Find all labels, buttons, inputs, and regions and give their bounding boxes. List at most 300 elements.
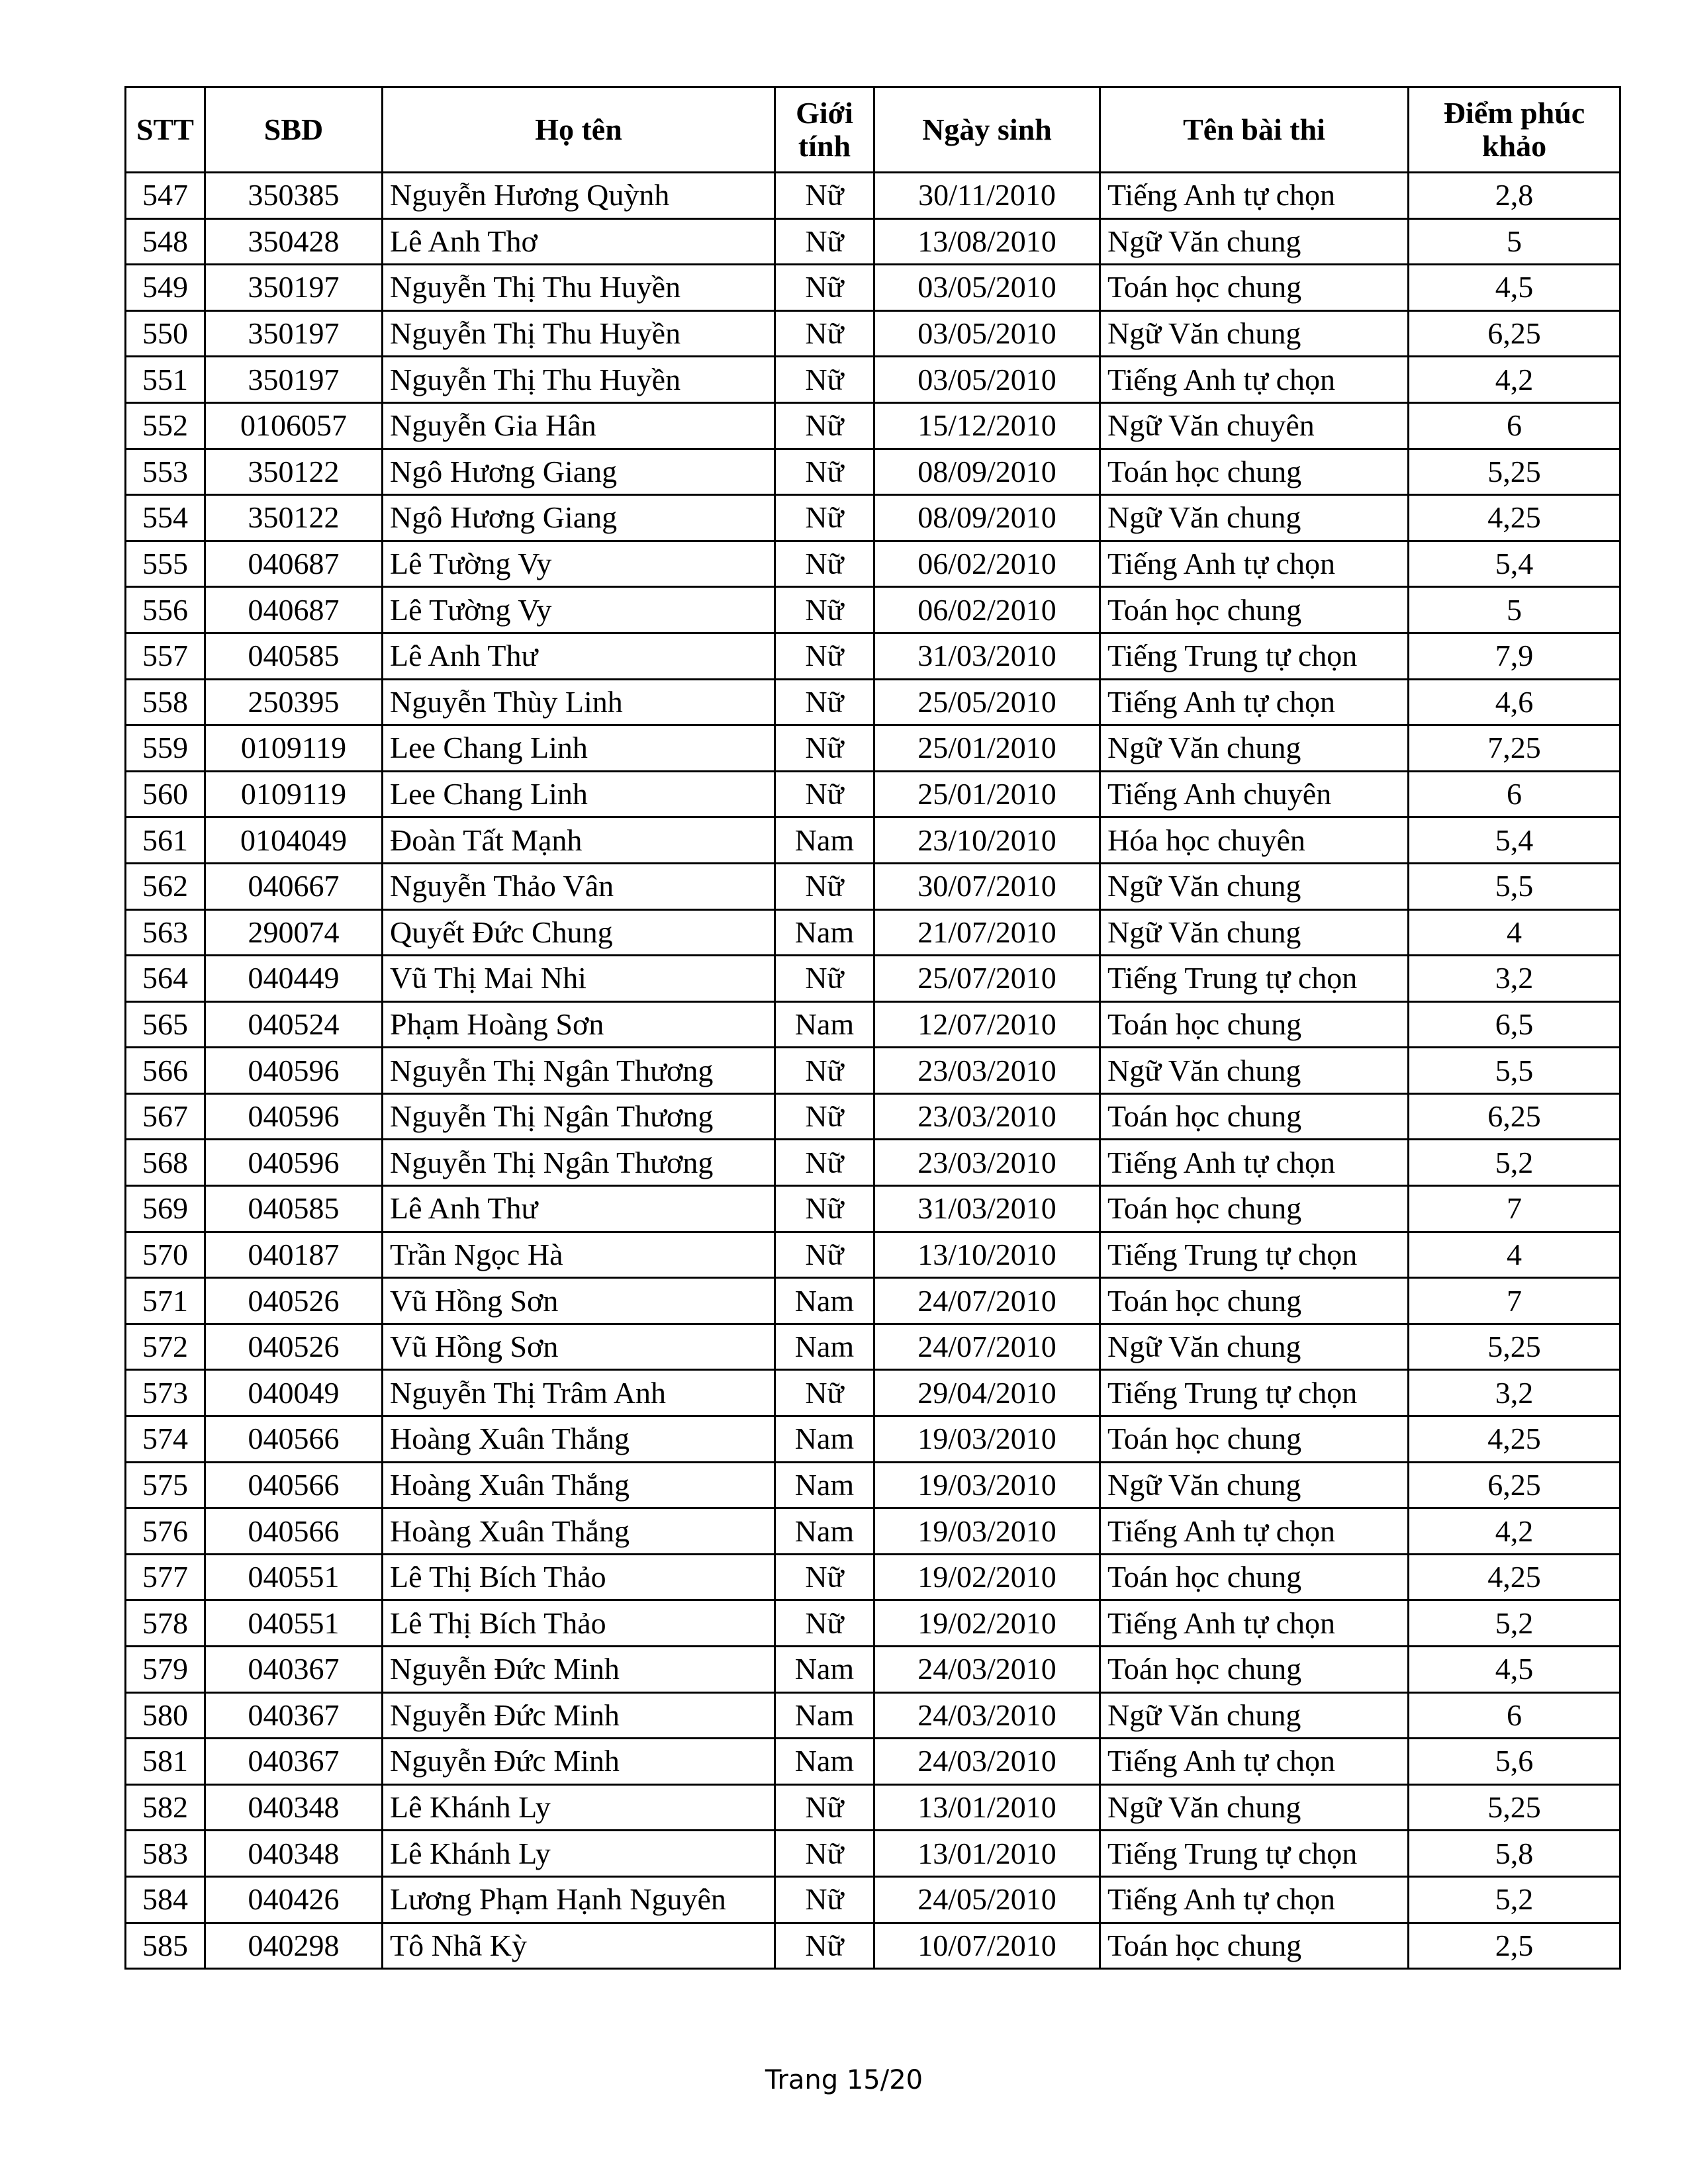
cell-ho-ten: Ngô Hương Giang [383,449,775,495]
cell-sbd: 350122 [205,495,383,541]
cell-stt: 569 [126,1186,205,1232]
cell-stt: 570 [126,1232,205,1278]
cell-ten-bai-thi: Tiếng Anh tự chọn [1100,679,1409,725]
cell-sbd: 350197 [205,265,383,311]
cell-gioi-tinh: Nữ [775,1876,874,1923]
cell-stt: 583 [126,1831,205,1877]
cell-gioi-tinh: Nữ [775,310,874,357]
cell-ngay-sinh: 24/03/2010 [874,1739,1100,1785]
table-row [126,863,1620,909]
cell-sbd: 040667 [205,863,383,909]
cell-sbd: 040585 [205,1186,383,1232]
table-row [126,587,1620,633]
cell-ho-ten: Phạm Hoàng Sơn [383,1001,775,1048]
cell-gioi-tinh: Nữ [775,1140,874,1186]
cell-diem: 2,5 [1409,1923,1620,1969]
cell-gioi-tinh: Nữ [775,541,874,587]
cell-diem: 3,2 [1409,956,1620,1002]
table-row [126,1692,1620,1739]
cell-ho-ten: Lê Tường Vy [383,541,775,587]
cell-stt: 582 [126,1784,205,1831]
cell-gioi-tinh: Nữ [775,679,874,725]
cell-ho-ten: Nguyễn Thị Ngân Thương [383,1048,775,1094]
cell-stt: 566 [126,1048,205,1094]
cell-ho-ten: Lê Thị Bích Thảo [383,1600,775,1647]
cell-gioi-tinh: Nữ [775,402,874,449]
cell-stt: 553 [126,449,205,495]
table-row [126,1923,1620,1969]
cell-gioi-tinh: Nam [775,1647,874,1693]
cell-stt: 574 [126,1416,205,1463]
cell-stt: 579 [126,1647,205,1693]
cell-gioi-tinh: Nữ [775,1831,874,1877]
cell-gioi-tinh: Nam [775,1462,874,1508]
cell-sbd: 040566 [205,1462,383,1508]
cell-sbd: 040596 [205,1093,383,1140]
cell-sbd: 040367 [205,1647,383,1693]
cell-ngay-sinh: 08/09/2010 [874,495,1100,541]
cell-gioi-tinh: Nữ [775,1923,874,1969]
cell-ho-ten: Nguyễn Thị Ngân Thương [383,1093,775,1140]
cell-ngay-sinh: 13/01/2010 [874,1831,1100,1877]
cell-diem: 4,25 [1409,1416,1620,1463]
cell-sbd: 0106057 [205,402,383,449]
cell-ten-bai-thi: Toán học chung [1100,1923,1409,1969]
cell-ngay-sinh: 19/02/2010 [874,1554,1100,1600]
cell-ho-ten: Nguyễn Thùy Linh [383,679,775,725]
cell-ngay-sinh: 15/12/2010 [874,402,1100,449]
cell-ten-bai-thi: Toán học chung [1100,587,1409,633]
cell-gioi-tinh: Nam [775,1739,874,1785]
cell-sbd: 040524 [205,1001,383,1048]
cell-ten-bai-thi: Toán học chung [1100,1554,1409,1600]
cell-sbd: 040049 [205,1370,383,1416]
cell-ngay-sinh: 03/05/2010 [874,357,1100,403]
table-row [126,449,1620,495]
cell-sbd: 040596 [205,1048,383,1094]
cell-stt: 559 [126,725,205,772]
cell-ngay-sinh: 31/03/2010 [874,1186,1100,1232]
cell-ho-ten: Lê Anh Thơ [383,218,775,265]
table-row [126,1232,1620,1278]
cell-gioi-tinh: Nữ [775,265,874,311]
cell-gioi-tinh: Nữ [775,1232,874,1278]
cell-ngay-sinh: 03/05/2010 [874,265,1100,311]
cell-sbd: 040526 [205,1278,383,1324]
cell-ten-bai-thi: Ngữ Văn chung [1100,310,1409,357]
cell-sbd: 040367 [205,1692,383,1739]
table-row [126,1001,1620,1048]
cell-ten-bai-thi: Toán học chung [1100,1278,1409,1324]
cell-ngay-sinh: 25/01/2010 [874,725,1100,772]
cell-diem: 6 [1409,1692,1620,1739]
cell-ho-ten: Hoàng Xuân Thắng [383,1462,775,1508]
cell-diem: 4,6 [1409,679,1620,725]
cell-sbd: 040687 [205,587,383,633]
cell-stt: 562 [126,863,205,909]
cell-ho-ten: Hoàng Xuân Thắng [383,1508,775,1555]
cell-gioi-tinh: Nữ [775,1784,874,1831]
cell-ten-bai-thi: Tiếng Anh tự chọn [1100,541,1409,587]
cell-gioi-tinh: Nữ [775,956,874,1002]
cell-ho-ten: Nguyễn Thị Trâm Anh [383,1370,775,1416]
cell-diem: 5,5 [1409,1048,1620,1094]
cell-diem: 5,6 [1409,1739,1620,1785]
cell-ten-bai-thi: Toán học chung [1100,265,1409,311]
cell-stt: 564 [126,956,205,1002]
cell-ten-bai-thi: Tiếng Anh tự chọn [1100,357,1409,403]
cell-diem: 4,5 [1409,1647,1620,1693]
cell-sbd: 040551 [205,1554,383,1600]
cell-gioi-tinh: Nam [775,1001,874,1048]
cell-stt: 581 [126,1739,205,1785]
cell-diem: 5,25 [1409,1324,1620,1370]
cell-gioi-tinh: Nam [775,1324,874,1370]
cell-sbd: 040566 [205,1508,383,1555]
cell-diem: 7,9 [1409,633,1620,679]
cell-ten-bai-thi: Tiếng Trung tự chọn [1100,1232,1409,1278]
cell-gioi-tinh: Nam [775,1278,874,1324]
cell-diem: 7 [1409,1186,1620,1232]
cell-stt: 585 [126,1923,205,1969]
cell-sbd: 040551 [205,1600,383,1647]
cell-ho-ten: Ngô Hương Giang [383,495,775,541]
cell-sbd: 040566 [205,1416,383,1463]
table-row [126,1324,1620,1370]
cell-stt: 563 [126,909,205,956]
header-sbd: SBD [205,87,383,173]
cell-diem: 5,8 [1409,1831,1620,1877]
cell-ten-bai-thi: Hóa học chuyên [1100,817,1409,864]
table-header-row [126,87,1620,173]
cell-ngay-sinh: 10/07/2010 [874,1923,1100,1969]
cell-gioi-tinh: Nam [775,909,874,956]
cell-sbd: 040298 [205,1923,383,1969]
cell-ho-ten: Lương Phạm Hạnh Nguyên [383,1876,775,1923]
cell-ho-ten: Nguyễn Đức Minh [383,1692,775,1739]
cell-gioi-tinh: Nữ [775,1370,874,1416]
cell-diem: 7,25 [1409,725,1620,772]
cell-ten-bai-thi: Tiếng Anh tự chọn [1100,1739,1409,1785]
cell-gioi-tinh: Nữ [775,633,874,679]
cell-stt: 584 [126,1876,205,1923]
cell-ngay-sinh: 25/01/2010 [874,771,1100,817]
cell-stt: 567 [126,1093,205,1140]
cell-sbd: 040187 [205,1232,383,1278]
cell-ho-ten: Lee Chang Linh [383,725,775,772]
cell-ho-ten: Quyết Đức Chung [383,909,775,956]
cell-ten-bai-thi: Ngữ Văn chung [1100,1324,1409,1370]
cell-sbd: 040348 [205,1831,383,1877]
cell-gioi-tinh: Nữ [775,449,874,495]
header-ngay-sinh: Ngày sinh [874,87,1100,173]
cell-gioi-tinh: Nam [775,1416,874,1463]
cell-ten-bai-thi: Ngữ Văn chung [1100,218,1409,265]
cell-ngay-sinh: 21/07/2010 [874,909,1100,956]
cell-sbd: 040426 [205,1876,383,1923]
cell-ngay-sinh: 13/08/2010 [874,218,1100,265]
table-row [126,1462,1620,1508]
page-number: Trang 15/20 [765,2065,923,2095]
cell-sbd: 040526 [205,1324,383,1370]
cell-ten-bai-thi: Tiếng Trung tự chọn [1100,633,1409,679]
cell-sbd: 350385 [205,173,383,219]
table-row [126,1140,1620,1186]
cell-ten-bai-thi: Ngữ Văn chung [1100,1048,1409,1094]
cell-diem: 6 [1409,771,1620,817]
cell-ten-bai-thi: Tiếng Anh tự chọn [1100,1876,1409,1923]
cell-sbd: 350122 [205,449,383,495]
cell-diem: 5 [1409,218,1620,265]
cell-ten-bai-thi: Toán học chung [1100,1647,1409,1693]
cell-diem: 5,4 [1409,541,1620,587]
cell-stt: 578 [126,1600,205,1647]
table-row [126,541,1620,587]
cell-sbd: 350428 [205,218,383,265]
cell-ten-bai-thi: Ngữ Văn chung [1100,1784,1409,1831]
cell-stt: 575 [126,1462,205,1508]
cell-ten-bai-thi: Toán học chung [1100,1093,1409,1140]
cell-ngay-sinh: 06/02/2010 [874,587,1100,633]
cell-sbd: 040687 [205,541,383,587]
cell-ten-bai-thi: Tiếng Trung tự chọn [1100,956,1409,1002]
cell-gioi-tinh: Nữ [775,1186,874,1232]
cell-gioi-tinh: Nữ [775,1093,874,1140]
cell-ngay-sinh: 23/03/2010 [874,1093,1100,1140]
cell-stt: 550 [126,310,205,357]
cell-gioi-tinh: Nữ [775,725,874,772]
table-row [126,817,1620,864]
cell-ho-ten: Nguyễn Thị Thu Huyền [383,310,775,357]
cell-ngay-sinh: 13/10/2010 [874,1232,1100,1278]
cell-ten-bai-thi: Ngữ Văn chung [1100,1462,1409,1508]
cell-sbd: 0109119 [205,725,383,772]
cell-ten-bai-thi: Tiếng Anh tự chọn [1100,1140,1409,1186]
cell-diem: 5,2 [1409,1140,1620,1186]
cell-ngay-sinh: 24/07/2010 [874,1278,1100,1324]
cell-ten-bai-thi: Tiếng Anh tự chọn [1100,1508,1409,1555]
cell-sbd: 250395 [205,679,383,725]
cell-sbd: 350197 [205,357,383,403]
cell-ten-bai-thi: Ngữ Văn chung [1100,495,1409,541]
cell-stt: 565 [126,1001,205,1048]
cell-ngay-sinh: 19/02/2010 [874,1600,1100,1647]
cell-ho-ten: Tô Nhã Kỳ [383,1923,775,1969]
cell-ten-bai-thi: Ngữ Văn chung [1100,1692,1409,1739]
cell-ngay-sinh: 24/07/2010 [874,1324,1100,1370]
cell-ten-bai-thi: Tiếng Anh tự chọn [1100,173,1409,219]
table-row [126,1416,1620,1463]
cell-diem: 5,2 [1409,1600,1620,1647]
cell-ho-ten: Vũ Hồng Sơn [383,1324,775,1370]
cell-ten-bai-thi: Toán học chung [1100,1001,1409,1048]
cell-ho-ten: Lê Anh Thư [383,1186,775,1232]
cell-ho-ten: Lê Khánh Ly [383,1831,775,1877]
cell-gioi-tinh: Nữ [775,1600,874,1647]
cell-diem: 4,25 [1409,1554,1620,1600]
cell-ho-ten: Nguyễn Thị Thu Huyền [383,357,775,403]
cell-ho-ten: Hoàng Xuân Thắng [383,1416,775,1463]
cell-ngay-sinh: 25/05/2010 [874,679,1100,725]
cell-stt: 558 [126,679,205,725]
cell-diem: 5,25 [1409,1784,1620,1831]
table-row [126,1831,1620,1877]
cell-stt: 551 [126,357,205,403]
table-row [126,956,1620,1002]
header-gioi-tinh: Giới tính [775,87,874,173]
header-ten-bai-thi: Tên bài thi [1100,87,1409,173]
cell-gioi-tinh: Nam [775,1692,874,1739]
cell-gioi-tinh: Nữ [775,173,874,219]
cell-diem: 5,5 [1409,863,1620,909]
cell-stt: 549 [126,265,205,311]
cell-gioi-tinh: Nữ [775,218,874,265]
cell-ten-bai-thi: Ngữ Văn chung [1100,909,1409,956]
cell-diem: 3,2 [1409,1370,1620,1416]
cell-ten-bai-thi: Toán học chung [1100,1416,1409,1463]
cell-ho-ten: Nguyễn Thị Thu Huyền [383,265,775,311]
cell-diem: 4,5 [1409,265,1620,311]
table-row [126,1647,1620,1693]
cell-sbd: 040596 [205,1140,383,1186]
cell-ngay-sinh: 19/03/2010 [874,1462,1100,1508]
cell-ten-bai-thi: Ngữ Văn chuyên [1100,402,1409,449]
table-row [126,679,1620,725]
table-row [126,402,1620,449]
cell-ngay-sinh: 23/03/2010 [874,1140,1100,1186]
cell-ngay-sinh: 30/07/2010 [874,863,1100,909]
cell-ngay-sinh: 24/05/2010 [874,1876,1100,1923]
table-row [126,633,1620,679]
cell-diem: 6,5 [1409,1001,1620,1048]
cell-stt: 580 [126,1692,205,1739]
cell-stt: 554 [126,495,205,541]
cell-stt: 552 [126,402,205,449]
header-ho-ten: Họ tên [383,87,775,173]
cell-stt: 573 [126,1370,205,1416]
header-diem-phuc-khao: Điểm phúc khảo [1409,87,1620,173]
cell-ten-bai-thi: Toán học chung [1100,1186,1409,1232]
cell-ho-ten: Lê Khánh Ly [383,1784,775,1831]
cell-diem: 4,25 [1409,495,1620,541]
table-row [126,495,1620,541]
cell-diem: 5,25 [1409,449,1620,495]
cell-ho-ten: Nguyễn Thảo Vân [383,863,775,909]
cell-ngay-sinh: 25/07/2010 [874,956,1100,1002]
cell-ho-ten: Nguyễn Gia Hân [383,402,775,449]
cell-diem: 7 [1409,1278,1620,1324]
header-stt: STT [126,87,205,173]
cell-diem: 6,25 [1409,1093,1620,1140]
cell-ho-ten: Vũ Hồng Sơn [383,1278,775,1324]
cell-sbd: 040585 [205,633,383,679]
cell-diem: 2,8 [1409,173,1620,219]
cell-diem: 5,2 [1409,1876,1620,1923]
cell-gioi-tinh: Nữ [775,1048,874,1094]
cell-stt: 560 [126,771,205,817]
cell-ho-ten: Lee Chang Linh [383,771,775,817]
cell-gioi-tinh: Nữ [775,771,874,817]
cell-ten-bai-thi: Tiếng Trung tự chọn [1100,1831,1409,1877]
table-row [126,771,1620,817]
cell-stt: 576 [126,1508,205,1555]
cell-diem: 5 [1409,587,1620,633]
cell-sbd: 290074 [205,909,383,956]
cell-stt: 571 [126,1278,205,1324]
cell-sbd: 040367 [205,1739,383,1785]
cell-stt: 568 [126,1140,205,1186]
cell-ten-bai-thi: Ngữ Văn chung [1100,863,1409,909]
cell-stt: 555 [126,541,205,587]
cell-ho-ten: Nguyễn Đức Minh [383,1739,775,1785]
cell-ho-ten: Trần Ngọc Hà [383,1232,775,1278]
cell-diem: 6 [1409,402,1620,449]
table-row [126,1508,1620,1555]
cell-diem: 5,4 [1409,817,1620,864]
cell-gioi-tinh: Nam [775,1508,874,1555]
cell-diem: 4,2 [1409,1508,1620,1555]
cell-stt: 561 [126,817,205,864]
cell-ngay-sinh: 03/05/2010 [874,310,1100,357]
cell-ngay-sinh: 23/10/2010 [874,817,1100,864]
cell-sbd: 0104049 [205,817,383,864]
cell-gioi-tinh: Nữ [775,357,874,403]
cell-ngay-sinh: 08/09/2010 [874,449,1100,495]
cell-diem: 4 [1409,909,1620,956]
cell-ngay-sinh: 24/03/2010 [874,1692,1100,1739]
cell-gioi-tinh: Nữ [775,863,874,909]
cell-ho-ten: Lê Thị Bích Thảo [383,1554,775,1600]
cell-stt: 556 [126,587,205,633]
cell-ngay-sinh: 06/02/2010 [874,541,1100,587]
cell-gioi-tinh: Nữ [775,587,874,633]
table-row [126,1739,1620,1785]
table-row [126,1600,1620,1647]
table-body [126,173,1620,1969]
cell-gioi-tinh: Nữ [775,1554,874,1600]
table-row [126,265,1620,311]
table-row [126,173,1620,219]
cell-ngay-sinh: 19/03/2010 [874,1416,1100,1463]
table-row [126,1278,1620,1324]
cell-ngay-sinh: 12/07/2010 [874,1001,1100,1048]
cell-diem: 6,25 [1409,1462,1620,1508]
cell-sbd: 0109119 [205,771,383,817]
table-row [126,1186,1620,1232]
cell-ten-bai-thi: Tiếng Trung tự chọn [1100,1370,1409,1416]
cell-stt: 547 [126,173,205,219]
table-row [126,1784,1620,1831]
table-row [126,909,1620,956]
cell-ngay-sinh: 31/03/2010 [874,633,1100,679]
cell-ngay-sinh: 23/03/2010 [874,1048,1100,1094]
cell-ho-ten: Vũ Thị Mai Nhi [383,956,775,1002]
cell-ngay-sinh: 24/03/2010 [874,1647,1100,1693]
cell-stt: 557 [126,633,205,679]
cell-ngay-sinh: 30/11/2010 [874,173,1100,219]
cell-stt: 548 [126,218,205,265]
table-row [126,1093,1620,1140]
cell-stt: 577 [126,1554,205,1600]
cell-diem: 6,25 [1409,310,1620,357]
cell-ngay-sinh: 29/04/2010 [874,1370,1100,1416]
cell-stt: 572 [126,1324,205,1370]
cell-ho-ten: Đoàn Tất Mạnh [383,817,775,864]
cell-gioi-tinh: Nữ [775,495,874,541]
cell-diem: 4 [1409,1232,1620,1278]
cell-ten-bai-thi: Tiếng Anh tự chọn [1100,1600,1409,1647]
cell-ten-bai-thi: Ngữ Văn chung [1100,725,1409,772]
